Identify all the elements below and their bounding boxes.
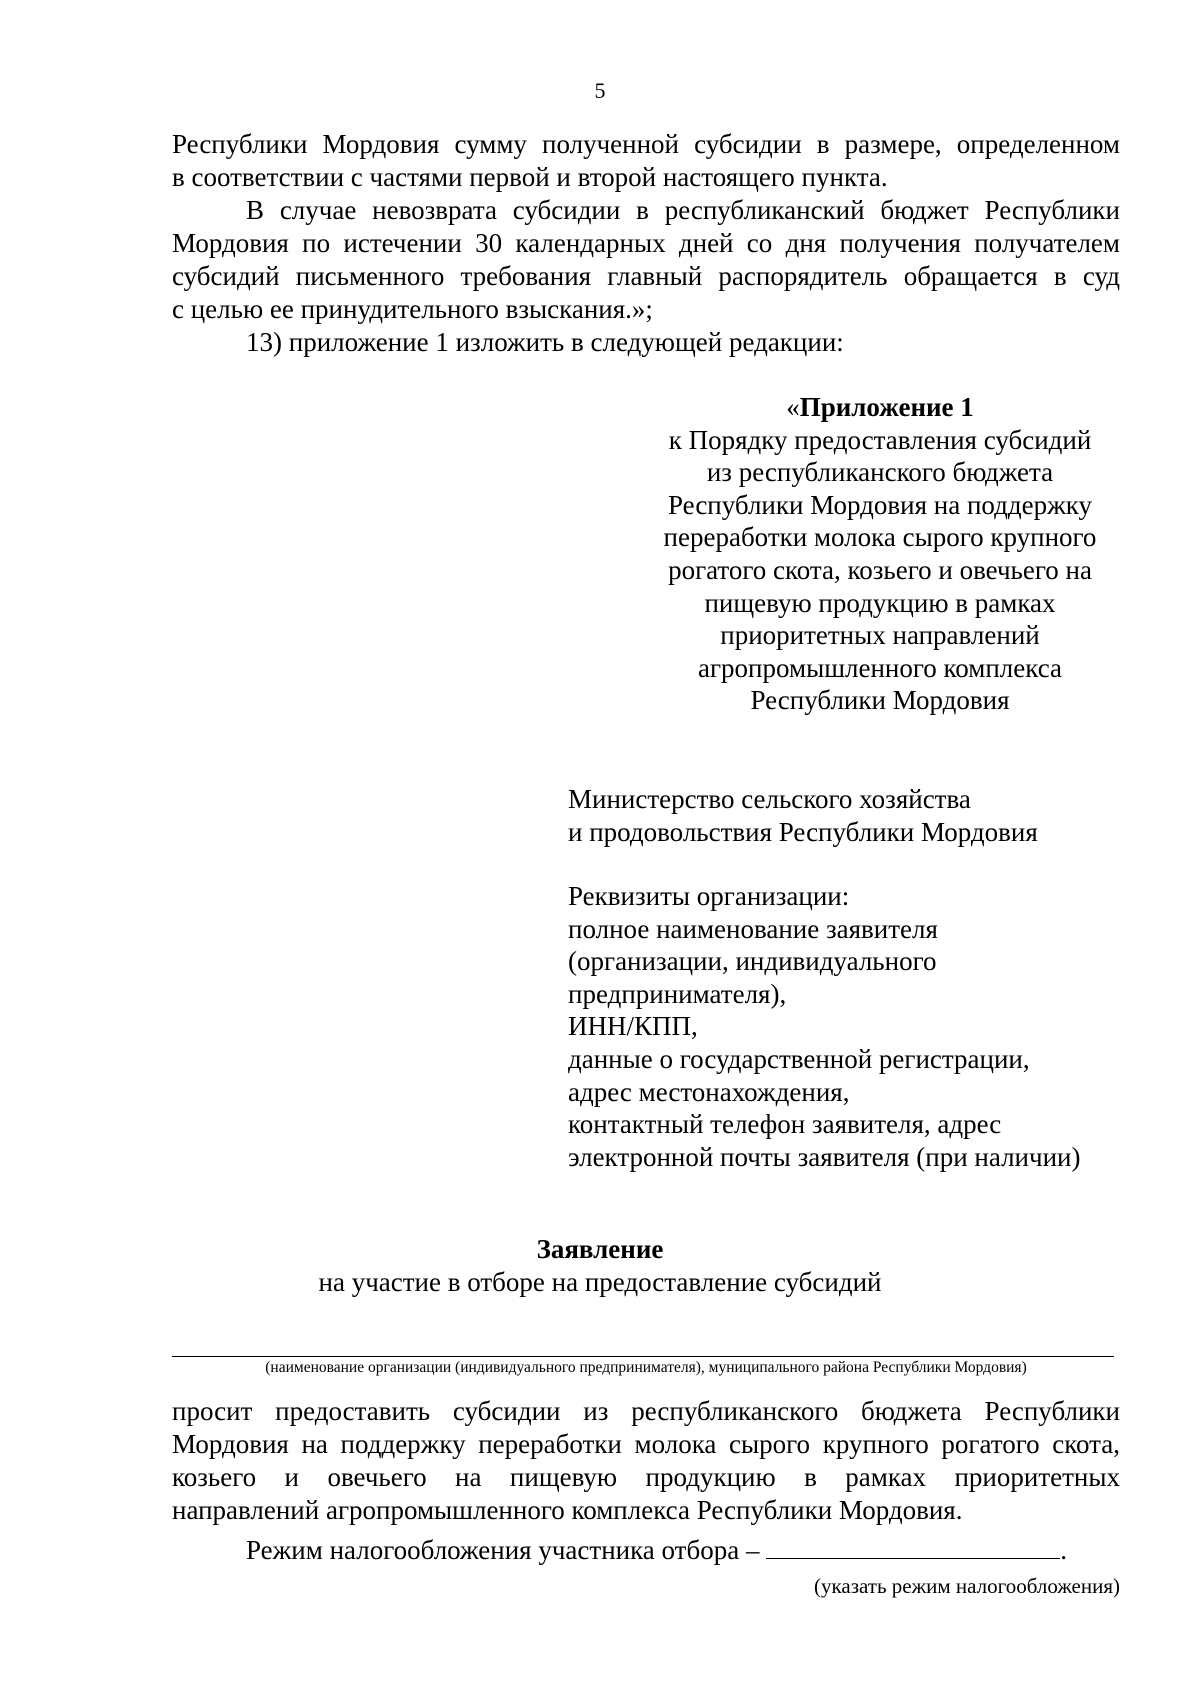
requisites-line: контактный телефон заявителя, адрес (568, 1109, 1002, 1140)
appendix-quote: « (786, 392, 800, 422)
paragraph-line: с целью ее принудительного взыскания.»; (172, 294, 653, 324)
paragraph-line: козьего и овечьего на пищевую продукцию в рамках приоритетных (172, 1462, 1120, 1492)
paragraph-line: просит предоставить субсидии из республиканского бюджета Республики (172, 1396, 1120, 1426)
appendix-line: переработки молока сырого крупного (663, 522, 1097, 553)
appendix-line: Республики Мордовия (750, 685, 1010, 716)
tax-regime-caption: (указать режим налогообложения) (814, 1574, 1120, 1598)
requisites-line: электронной почты заявителя (при наличии) (568, 1141, 1081, 1172)
ministry-line: и продовольствия Республики Мордовия (568, 816, 1038, 847)
application-title: Заявление (536, 1234, 664, 1264)
paragraph-line: субсидий письменного требования главный распорядитель обращается в суд (172, 261, 1120, 291)
requisites-line: ИНН/КПП, (568, 1011, 698, 1042)
application-subtitle: на участие в отборе на предоставление субсидий (318, 1267, 882, 1297)
appendix-line: агропромышленного комплекса (698, 652, 1062, 683)
requisites-line: полное наименование заявителя (568, 913, 938, 944)
paragraph-line: Республики Мордовия сумму полученной субсидии в размере, определенном (172, 129, 1120, 159)
page-number: 5 (594, 78, 606, 103)
tax-regime-blank (766, 1534, 1060, 1559)
tax-regime-period: . (1060, 1535, 1067, 1565)
tax-regime-line (246, 1534, 1067, 1567)
paragraph-line: направлений агропромышленного комплекса Республики Мордовия. (172, 1495, 963, 1525)
requisites-line: (организации, индивидуального (568, 946, 937, 977)
organization-name-caption: (наименование организации (индивидуального предпринимателя), муниципального района Республики Мордовия) (265, 1359, 1027, 1376)
paragraph-line: 13) приложение 1 изложить в следующей редакции: (246, 327, 844, 357)
top-paragraphs (172, 128, 1120, 359)
requisites-line: адрес местонахождения, (568, 1076, 850, 1107)
tax-regime-label: Режим налогообложения участника отбора – (246, 1535, 760, 1565)
appendix-line: пищевую продукцию в рамках (704, 587, 1056, 618)
paragraph-line: в соответствии с частями первой и второй настоящего пункта. (172, 162, 888, 192)
appendix-title-line (640, 391, 1120, 424)
paragraph-line: Мордовия на поддержку переработки молока сырого крупного рогатого скота, (172, 1429, 1120, 1459)
paragraph-line: В случае невозврата субсидии в республиканский бюджет Республики (246, 195, 1120, 225)
appendix-line: к Порядку предоставления субсидий (668, 424, 1092, 455)
application-body (172, 1395, 1120, 1527)
appendix-line: приоритетных направлений (720, 620, 1040, 651)
paragraph-line: Мордовия по истечении 30 календарных дней со дня получения получателем (172, 228, 1120, 258)
organization-name-blank (172, 1356, 1114, 1357)
ministry-block (568, 783, 1128, 848)
appendix-line: из республиканского бюджета (706, 457, 1054, 488)
requisites-line: данные о государственной регистрации, (568, 1043, 1030, 1074)
appendix-header (640, 391, 1120, 717)
appendix-line: рогатого скота, козьего и овечьего на (668, 554, 1092, 585)
requisites-line: предпринимателя), (568, 978, 787, 1009)
ministry-line: Министерство сельского хозяйства (568, 784, 971, 814)
appendix-line: Республики Мордовия на поддержку (668, 489, 1092, 520)
appendix-lines (640, 424, 1120, 717)
requisites-line: Реквизиты организации: (568, 881, 850, 911)
requisites-block (568, 880, 1128, 1173)
appendix-title: Приложение 1 (799, 392, 974, 422)
